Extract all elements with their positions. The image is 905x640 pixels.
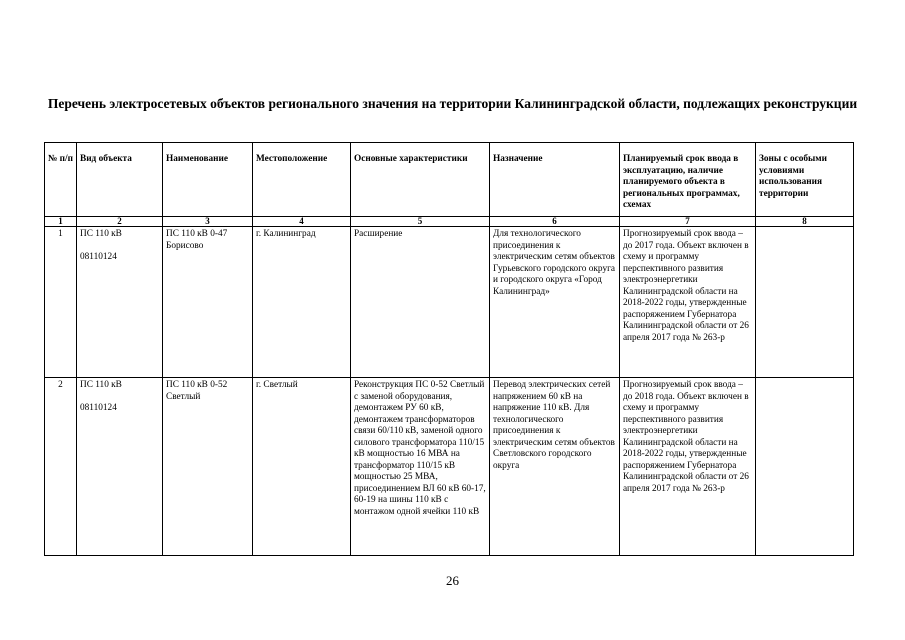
column-number: 2: [77, 217, 163, 227]
header-name: Наименование: [163, 143, 253, 217]
object-characteristics: Реконструкция ПС 0-52 Светлый с заменой оборудования, демонтажем РУ 60 кВ, демонтажем трансформаторов связи 60/110 кВ, заменой одного силового трансформатора 110/15 кВ мощностью 16 МВА на трансформатор 110/15 кВ мощностью 25 МВА, присоединением ВЛ 60 кВ 60-17, 60-19 на шины 110 кВ с монтажом одной ячейки 110 кВ: [351, 378, 490, 556]
object-zones: [756, 378, 854, 556]
table-row: [45, 378, 854, 556]
header-type: Вид объекта: [77, 143, 163, 217]
header-num: № п/п: [45, 143, 77, 217]
object-location: г. Калининград: [253, 227, 351, 378]
objects-table: [44, 142, 854, 556]
column-number-row: [45, 217, 854, 227]
header-characteristics: Основные характеристики: [351, 143, 490, 217]
object-type-cell: [77, 378, 163, 556]
column-number: 1: [45, 217, 77, 227]
object-purpose: Для технологического присоединения к электрическим сетям объектов Гурьевского городского округа и городского округа «Город Калининград»: [490, 227, 620, 378]
object-name: ПС 110 кВ 0-52 Светлый: [163, 378, 253, 556]
object-code: 08110124: [80, 402, 117, 413]
object-type: ПС 110 кВ: [80, 380, 122, 390]
table-row: [45, 227, 854, 378]
object-purpose: Перевод электрических сетей напряжением 60 кВ на напряжение 110 кВ. Для технологического присоединения к электрическим сетям объектов Светловского городского округа: [490, 378, 620, 556]
header-zones: Зоны с особыми условиями использования территории: [756, 143, 854, 217]
object-type-cell: [77, 227, 163, 378]
header-term: Планируемый срок ввода в эксплуатацию, наличие планируемого объекта в региональных программах, схемах: [620, 143, 756, 217]
column-number: 5: [351, 217, 490, 227]
object-zones: [756, 227, 854, 378]
document-title: Перечень электросетевых объектов регионального значения на территории Калининградской области, подлежащих реконструкции: [47, 96, 858, 111]
column-number: 4: [253, 217, 351, 227]
object-term: Прогнозируемый срок ввода – до 2018 года. Объект включен в схему и программу перспективного развития электроэнергетики Калининградской области на 2018-2022 годы, утвержденные распоряжением Губернатора Калининградской области от 26 апреля 2017 года № 263-р: [620, 378, 756, 556]
object-term: Прогнозируемый срок ввода – до 2017 года. Объект включен в схему и программу перспективного развития электроэнергетики Калининградской области на 2018-2022 годы, утвержденные распоряжением Губернатора Калининградской области от 26 апреля 2017 года № 263-р: [620, 227, 756, 378]
column-number: 6: [490, 217, 620, 227]
object-characteristics: Расширение: [351, 227, 490, 378]
row-number: 2: [45, 378, 77, 556]
object-type: ПС 110 кВ: [80, 229, 122, 239]
header-location: Местоположение: [253, 143, 351, 217]
row-number: 1: [45, 227, 77, 378]
column-number: 7: [620, 217, 756, 227]
object-name: ПС 110 кВ 0-47 Борисово: [163, 227, 253, 378]
column-number: 8: [756, 217, 854, 227]
table-header-row: [45, 143, 854, 217]
object-location: г. Светлый: [253, 378, 351, 556]
header-purpose: Назначение: [490, 143, 620, 217]
object-code: 08110124: [80, 251, 117, 262]
column-number: 3: [163, 217, 253, 227]
page-number: 26: [446, 573, 459, 588]
